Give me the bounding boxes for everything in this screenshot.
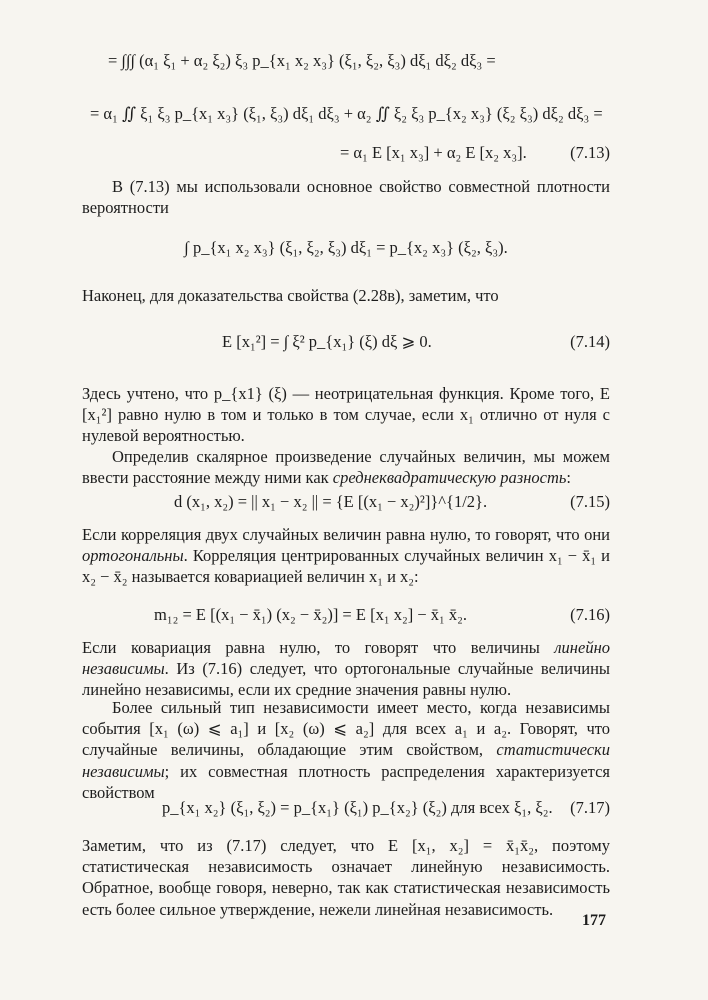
term-rms-difference: среднеквадратическую разность <box>332 468 567 488</box>
term-statistically-independent: статистически независимы <box>82 740 610 781</box>
equation-number-715: (7.15) <box>570 492 610 511</box>
paragraph-6 <box>82 637 610 701</box>
equation-number-714: (7.14) <box>570 332 610 351</box>
paragraph-6-text-a: Если ковариация равна нулю, то говорят что величины <box>82 638 555 657</box>
paragraph-7-text-b: ; их совместная плотность распределения характеризуется свойством <box>82 761 610 802</box>
equation-number-713: (7.13) <box>570 143 610 162</box>
paragraph-4-text-a: Определив скалярное произведение случайных величин, мы можем ввести расстояние между ними как <box>82 447 610 488</box>
equation-line-2: = α₁ ∬ ξ₁ ξ₃ p_{x₁ x₃} (ξ₁, ξ₃) dξ₁ dξ₃ + α₂ ∬ ξ₂ ξ₃ p_{x₂ x₃} (ξ₂ ξ₃) dξ₂ dξ₃ = <box>90 104 603 123</box>
paragraph-3: Здесь учтено, что p_{x1} (ξ) — неотрицательная функция. Кроме того, E [x₁²] равно нулю в том и только в том случае, если x₁ отлично от нуля с нулевой вероятностью. <box>82 384 610 446</box>
term-orthogonal: ортогональны <box>82 546 184 566</box>
paragraph-5-text-b: . Корреляция центрированных случайных величин x₁ − x̄₁ и x₂ − x̄₂ называется ковариацией величин x₁ и x₂: <box>82 546 610 587</box>
paragraph-4-text-b: : <box>566 468 571 488</box>
equation-line-3: = α₁ E [x₁ x₃] + α₂ E [x₂ x₃]. <box>340 143 527 162</box>
paragraph-1: В (7.13) мы использовали основное свойство совместной плотности вероятности <box>82 177 610 218</box>
equation-number-717: (7.17) <box>570 798 610 817</box>
marginal-density-formula: ∫ p_{x₁ x₂ x₃} (ξ₁, ξ₂, ξ₃) dξ₁ = p_{x₂ x₃} (ξ₂, ξ₃). <box>184 238 508 257</box>
paragraph-6-text-b: . Из (7.16) следует, что ортогональные случайные величины линейно независимы, если их средние значения равны нулю. <box>82 659 610 700</box>
paragraph-7 <box>82 697 610 803</box>
paragraph-4 <box>82 446 610 488</box>
equation-717-body: p_{x₁ x₂} (ξ₁, ξ₂) = p_{x₁} (ξ₁) p_{x₂} (ξ₂) для всех ξ₁, ξ₂. <box>162 798 553 817</box>
equation-number-716: (7.16) <box>570 605 610 624</box>
paragraph-7-text-a: Более сильный тип независимости имеет место, когда независимы события [x₁ (ω) ⩽ a₁] и [x₂ (ω) ⩽ a₂] для всех a₁ и a₂. Говорят, что случайные величины, обладающие этим свойством, <box>82 698 610 760</box>
paragraph-8: Заметим, что из (7.17) следует, что E [x₁, x₂] = x̄₁x̄₂, поэтому статистическая независимость означает линейную независимость. Обратное, вообще говоря, неверно, так как статистическая независимость есть более сильное утверждение, нежели линейная независимость. <box>82 836 610 919</box>
paragraph-5-text-a: Если корреляция двух случайных величин равна нулю, то говорят, что они <box>82 525 610 544</box>
equation-716-body: m₁₂ = E [(x₁ − x̄₁) (x₂ − x̄₂)] = E [x₁ x₂] − x̄₁ x̄₂. <box>154 605 468 624</box>
paragraph-5 <box>82 524 610 588</box>
page-number: 177 <box>582 912 606 929</box>
term-linearly-independent: линейно независимы <box>82 638 610 679</box>
equation-line-1: = ∫∫∫ (α₁ ξ₁ + α₂ ξ₂) ξ₃ p_{x₁ x₂ x₃} (ξ₁, ξ₂, ξ₃) dξ₁ dξ₂ dξ₃ = <box>108 51 496 70</box>
paragraph-2: Наконец, для доказательства свойства (2.28в), заметим, что <box>82 286 499 305</box>
equation-715-body: d (x₁, x₂) = || x₁ − x₂ || = {E [(x₁ − x₂)²]}^{1/2}. <box>174 492 488 511</box>
equation-714-body: E [x₁²] = ∫ ξ² p_{x₁} (ξ) dξ ⩾ 0. <box>222 332 432 351</box>
